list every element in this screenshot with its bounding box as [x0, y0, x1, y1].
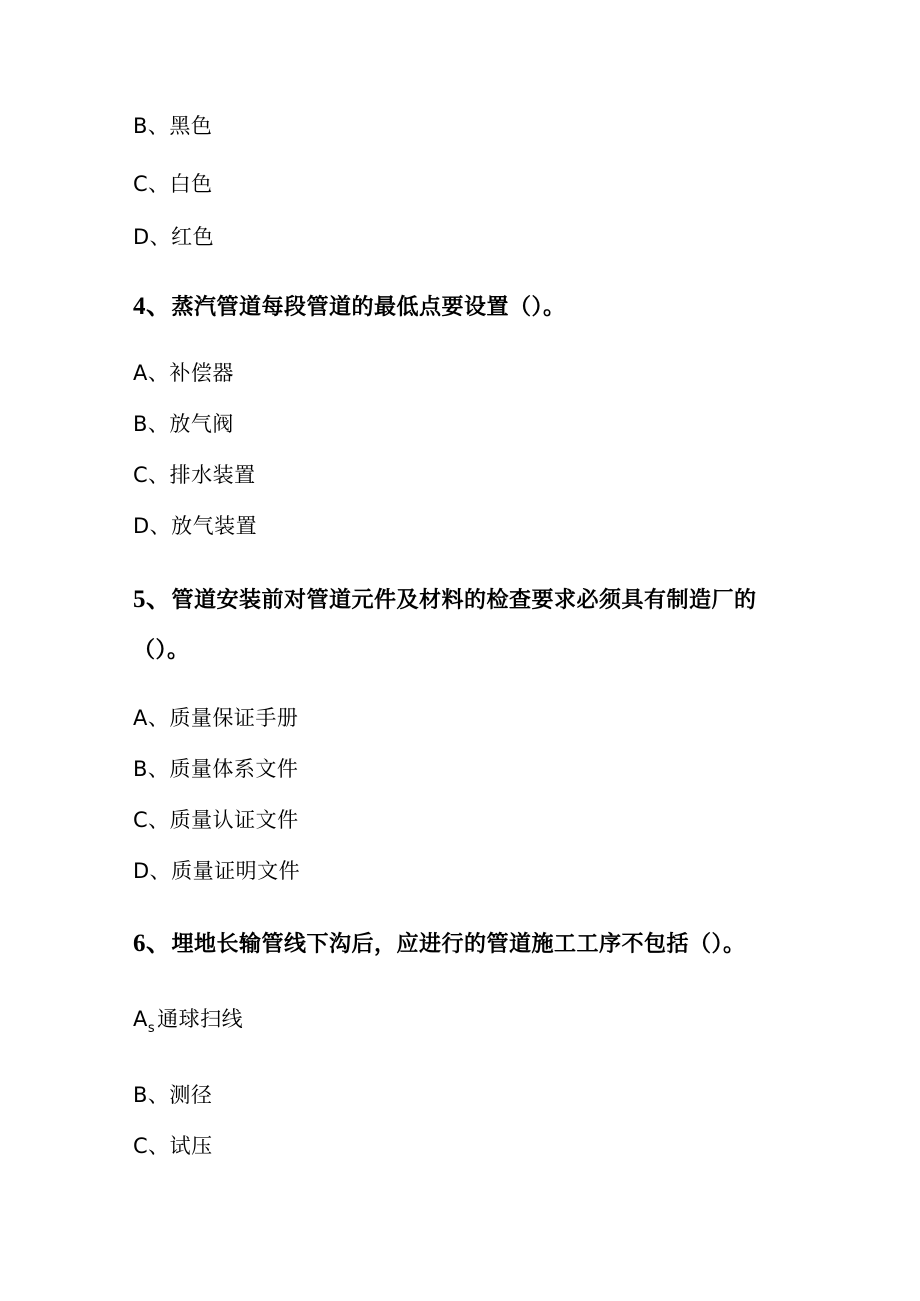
option-letter: C、: [133, 808, 170, 832]
option-text: 质量体系文件: [169, 757, 299, 781]
option-b: [133, 759, 298, 780]
question-number: 6、: [133, 930, 172, 957]
option-letter: B、: [133, 412, 170, 436]
option-letter: A: [133, 1007, 148, 1031]
option-letter: A、: [133, 706, 170, 730]
option-text: 质量认证文件: [169, 808, 299, 832]
option-d: [133, 227, 214, 248]
option-c: [133, 810, 299, 831]
option-letter: B、: [133, 1083, 170, 1107]
option-letter: B、: [133, 114, 170, 138]
option-text: 白色: [169, 172, 213, 196]
option-text: 质量证明文件: [171, 859, 301, 883]
option-c: [133, 465, 256, 486]
question-number: 5、: [133, 586, 172, 613]
option-a: [133, 708, 298, 729]
option-text: 试压: [169, 1134, 213, 1158]
option-a: [133, 363, 234, 384]
option-letter: D、: [133, 514, 172, 538]
option-letter: C、: [133, 1134, 170, 1158]
option-text: 测径: [169, 1083, 213, 1107]
option-text: 红色: [171, 225, 215, 249]
option-text: 通球扫线: [157, 1007, 244, 1031]
option-text: 排水装置: [169, 463, 256, 487]
option-c: [133, 1136, 213, 1157]
option-letter: C、: [133, 172, 170, 196]
question-5: [133, 587, 757, 612]
option-text: 放气阀: [169, 412, 234, 436]
option-letter: B、: [133, 757, 170, 781]
question-4: [133, 294, 566, 319]
option-letter: C、: [133, 463, 170, 487]
question-number: 4、: [133, 293, 172, 320]
question-text: 管道安装前对管道元件及材料的检查要求必须具有制造厂的: [171, 588, 757, 613]
option-text: 补偿器: [169, 361, 234, 385]
option-c: [133, 174, 213, 195]
question-text: （）。: [133, 638, 190, 663]
option-b: [133, 1085, 212, 1106]
option-d: [133, 861, 300, 882]
option-text: 黑色: [169, 114, 213, 138]
option-letter: D、: [133, 859, 172, 883]
option-b: [133, 414, 234, 435]
question-text: 埋地长输管线下沟后，应进行的管道施工工序不包括（）。: [171, 932, 746, 957]
option-d: [133, 516, 257, 537]
question-6: [133, 931, 746, 956]
option-letter: D、: [133, 225, 172, 249]
option-b: [133, 116, 212, 137]
option-text: 质量保证手册: [169, 706, 299, 730]
option-subscript: s: [147, 1021, 156, 1036]
option-a: [133, 1007, 244, 1036]
question-text: 蒸汽管道每段管道的最低点要设置（）。: [171, 295, 566, 320]
option-letter: A、: [133, 361, 170, 385]
question-5-continuation: [133, 640, 190, 662]
option-text: 放气装置: [171, 514, 258, 538]
